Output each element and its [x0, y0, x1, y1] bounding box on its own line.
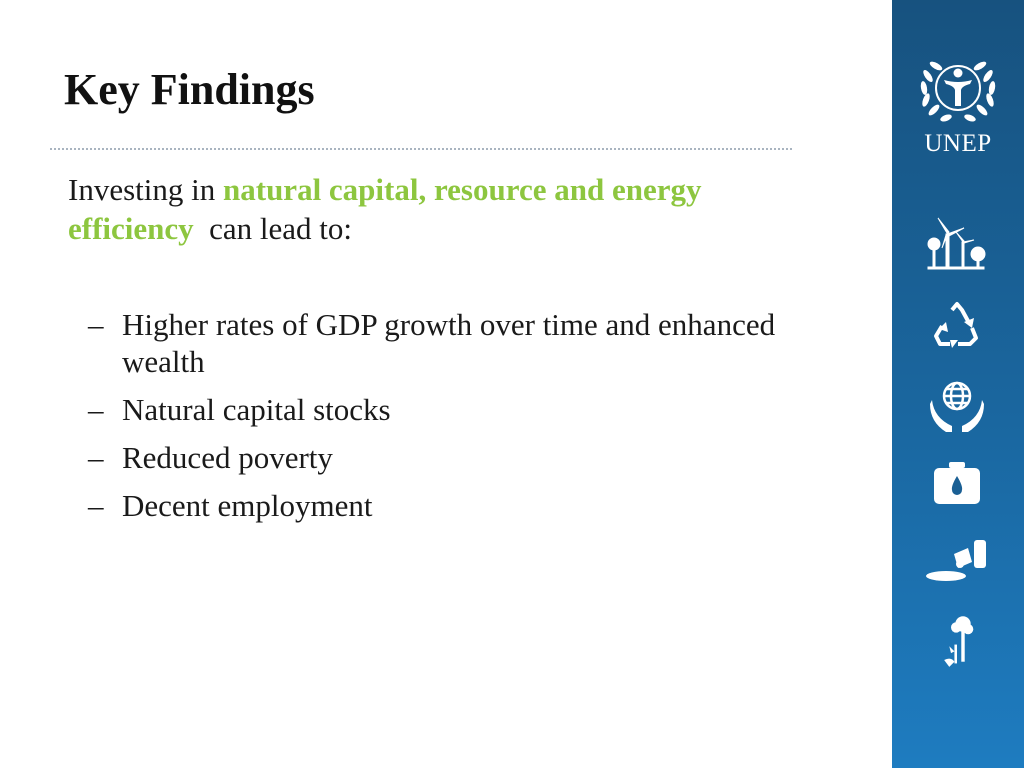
globe-in-hands-icon: [924, 374, 990, 434]
bullet-dash: –: [88, 488, 104, 523]
intro-prefix: Investing in: [68, 172, 223, 207]
recycle-icon: [924, 296, 990, 356]
bullet-text: Decent employment: [122, 488, 373, 523]
chemical-spill-icon: [924, 536, 990, 596]
bullet-text: Natural capital stocks: [122, 392, 391, 427]
list-item: [88, 487, 808, 524]
bullet-dash: –: [88, 392, 104, 427]
bullet-text: Higher rates of GDP growth over time and enhanced wealth: [122, 307, 776, 379]
list-item: [88, 391, 808, 428]
intro-text: [68, 170, 768, 248]
wind-turbine-icon: [924, 212, 990, 272]
laurel-emblem-icon: [906, 46, 1010, 130]
logo-text: UNEP: [924, 130, 992, 157]
brand-sidebar: [892, 0, 1024, 768]
slide-title: Key Findings: [64, 65, 315, 114]
title-divider: [50, 148, 792, 150]
tree-icon: [924, 612, 990, 672]
list-item: [88, 439, 808, 476]
bullet-dash: –: [88, 440, 104, 475]
intro-highlight: natural capital, resource and energy efficiency: [68, 172, 702, 246]
unep-logo: [906, 46, 1010, 166]
intro-suffix: can lead to:: [193, 211, 353, 246]
medical-kit-icon: [924, 456, 990, 516]
bullet-text: Reduced poverty: [122, 440, 333, 475]
list-item: [88, 306, 808, 380]
bullet-list: [88, 306, 808, 535]
bullet-dash: –: [88, 307, 104, 342]
